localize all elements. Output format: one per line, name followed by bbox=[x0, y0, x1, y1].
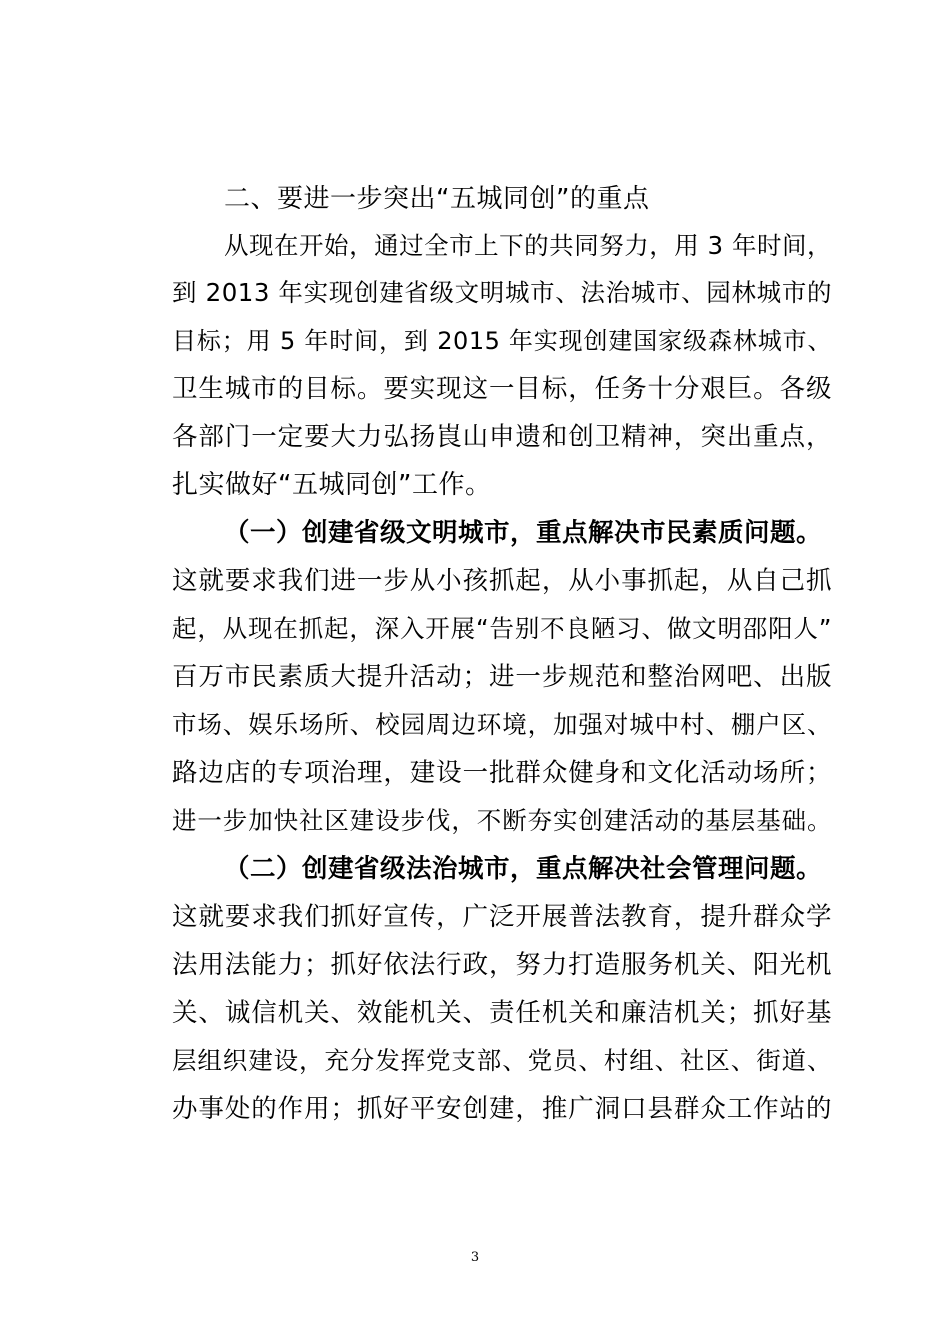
paragraph-line: 关、诚信机关、效能机关、责任机关和廉洁机关；抓好基 bbox=[172, 998, 832, 1028]
paragraph-line: 进一步加快社区建设步伐，不断夯实创建活动的基层基础。 bbox=[172, 806, 832, 835]
subheading-1: （一）创建省级文明城市，重点解决市民素质问题。 bbox=[224, 518, 823, 548]
paragraph-line: 法用法能力；抓好依法行政，努力打造服务机关、阳光机 bbox=[172, 950, 832, 980]
paragraph-line: 这就要求我们抓好宣传，广泛开展普法教育，提升群众学 bbox=[172, 902, 832, 932]
paragraph-line: 层组织建设，充分发挥党支部、党员、村组、社区、街道、 bbox=[172, 1046, 832, 1075]
paragraph-line: 办事处的作用；抓好平安创建，推广洞口县群众工作站的 bbox=[172, 1094, 832, 1124]
subheading-2: （二）创建省级法治城市，重点解决社会管理问题。 bbox=[224, 854, 823, 884]
paragraph-line: 扎实做好“五城同创”工作。 bbox=[172, 470, 492, 500]
paragraph-line: 百万市民素质大提升活动；进一步规范和整治网吧、出版 bbox=[172, 662, 832, 692]
paragraph-line: 路边店的专项治理，建设一批群众健身和文化活动场所； bbox=[172, 758, 832, 788]
paragraph-line: 从现在开始，通过全市上下的共同努力，用 3 年时间， bbox=[224, 231, 832, 260]
paragraph-line: 卫生城市的目标。要实现这一目标，任务十分艰巨。各级 bbox=[172, 374, 832, 404]
paragraph-line: 起，从现在抓起，深入开展“告别不良陋习、做文明邵阳人” bbox=[172, 614, 832, 643]
paragraph-line: 各部门一定要大力弘扬崀山申遗和创卫精神，突出重点， bbox=[172, 422, 832, 452]
paragraph-line: 这就要求我们进一步从小孩抓起，从小事抓起，从自己抓 bbox=[172, 566, 832, 596]
paragraph-line: 市场、娱乐场所、校园周边环境，加强对城中村、棚户区、 bbox=[172, 710, 832, 739]
paragraph-line: 目标；用 5 年时间，到 2015 年实现创建国家级森林城市、 bbox=[172, 327, 832, 355]
paragraph-line: 到 2013 年实现创建省级文明城市、法治城市、园林城市的 bbox=[172, 278, 832, 307]
page-number: 3 bbox=[470, 1250, 480, 1265]
section-heading: 二、要进一步突出“五城同创”的重点 bbox=[224, 184, 650, 214]
